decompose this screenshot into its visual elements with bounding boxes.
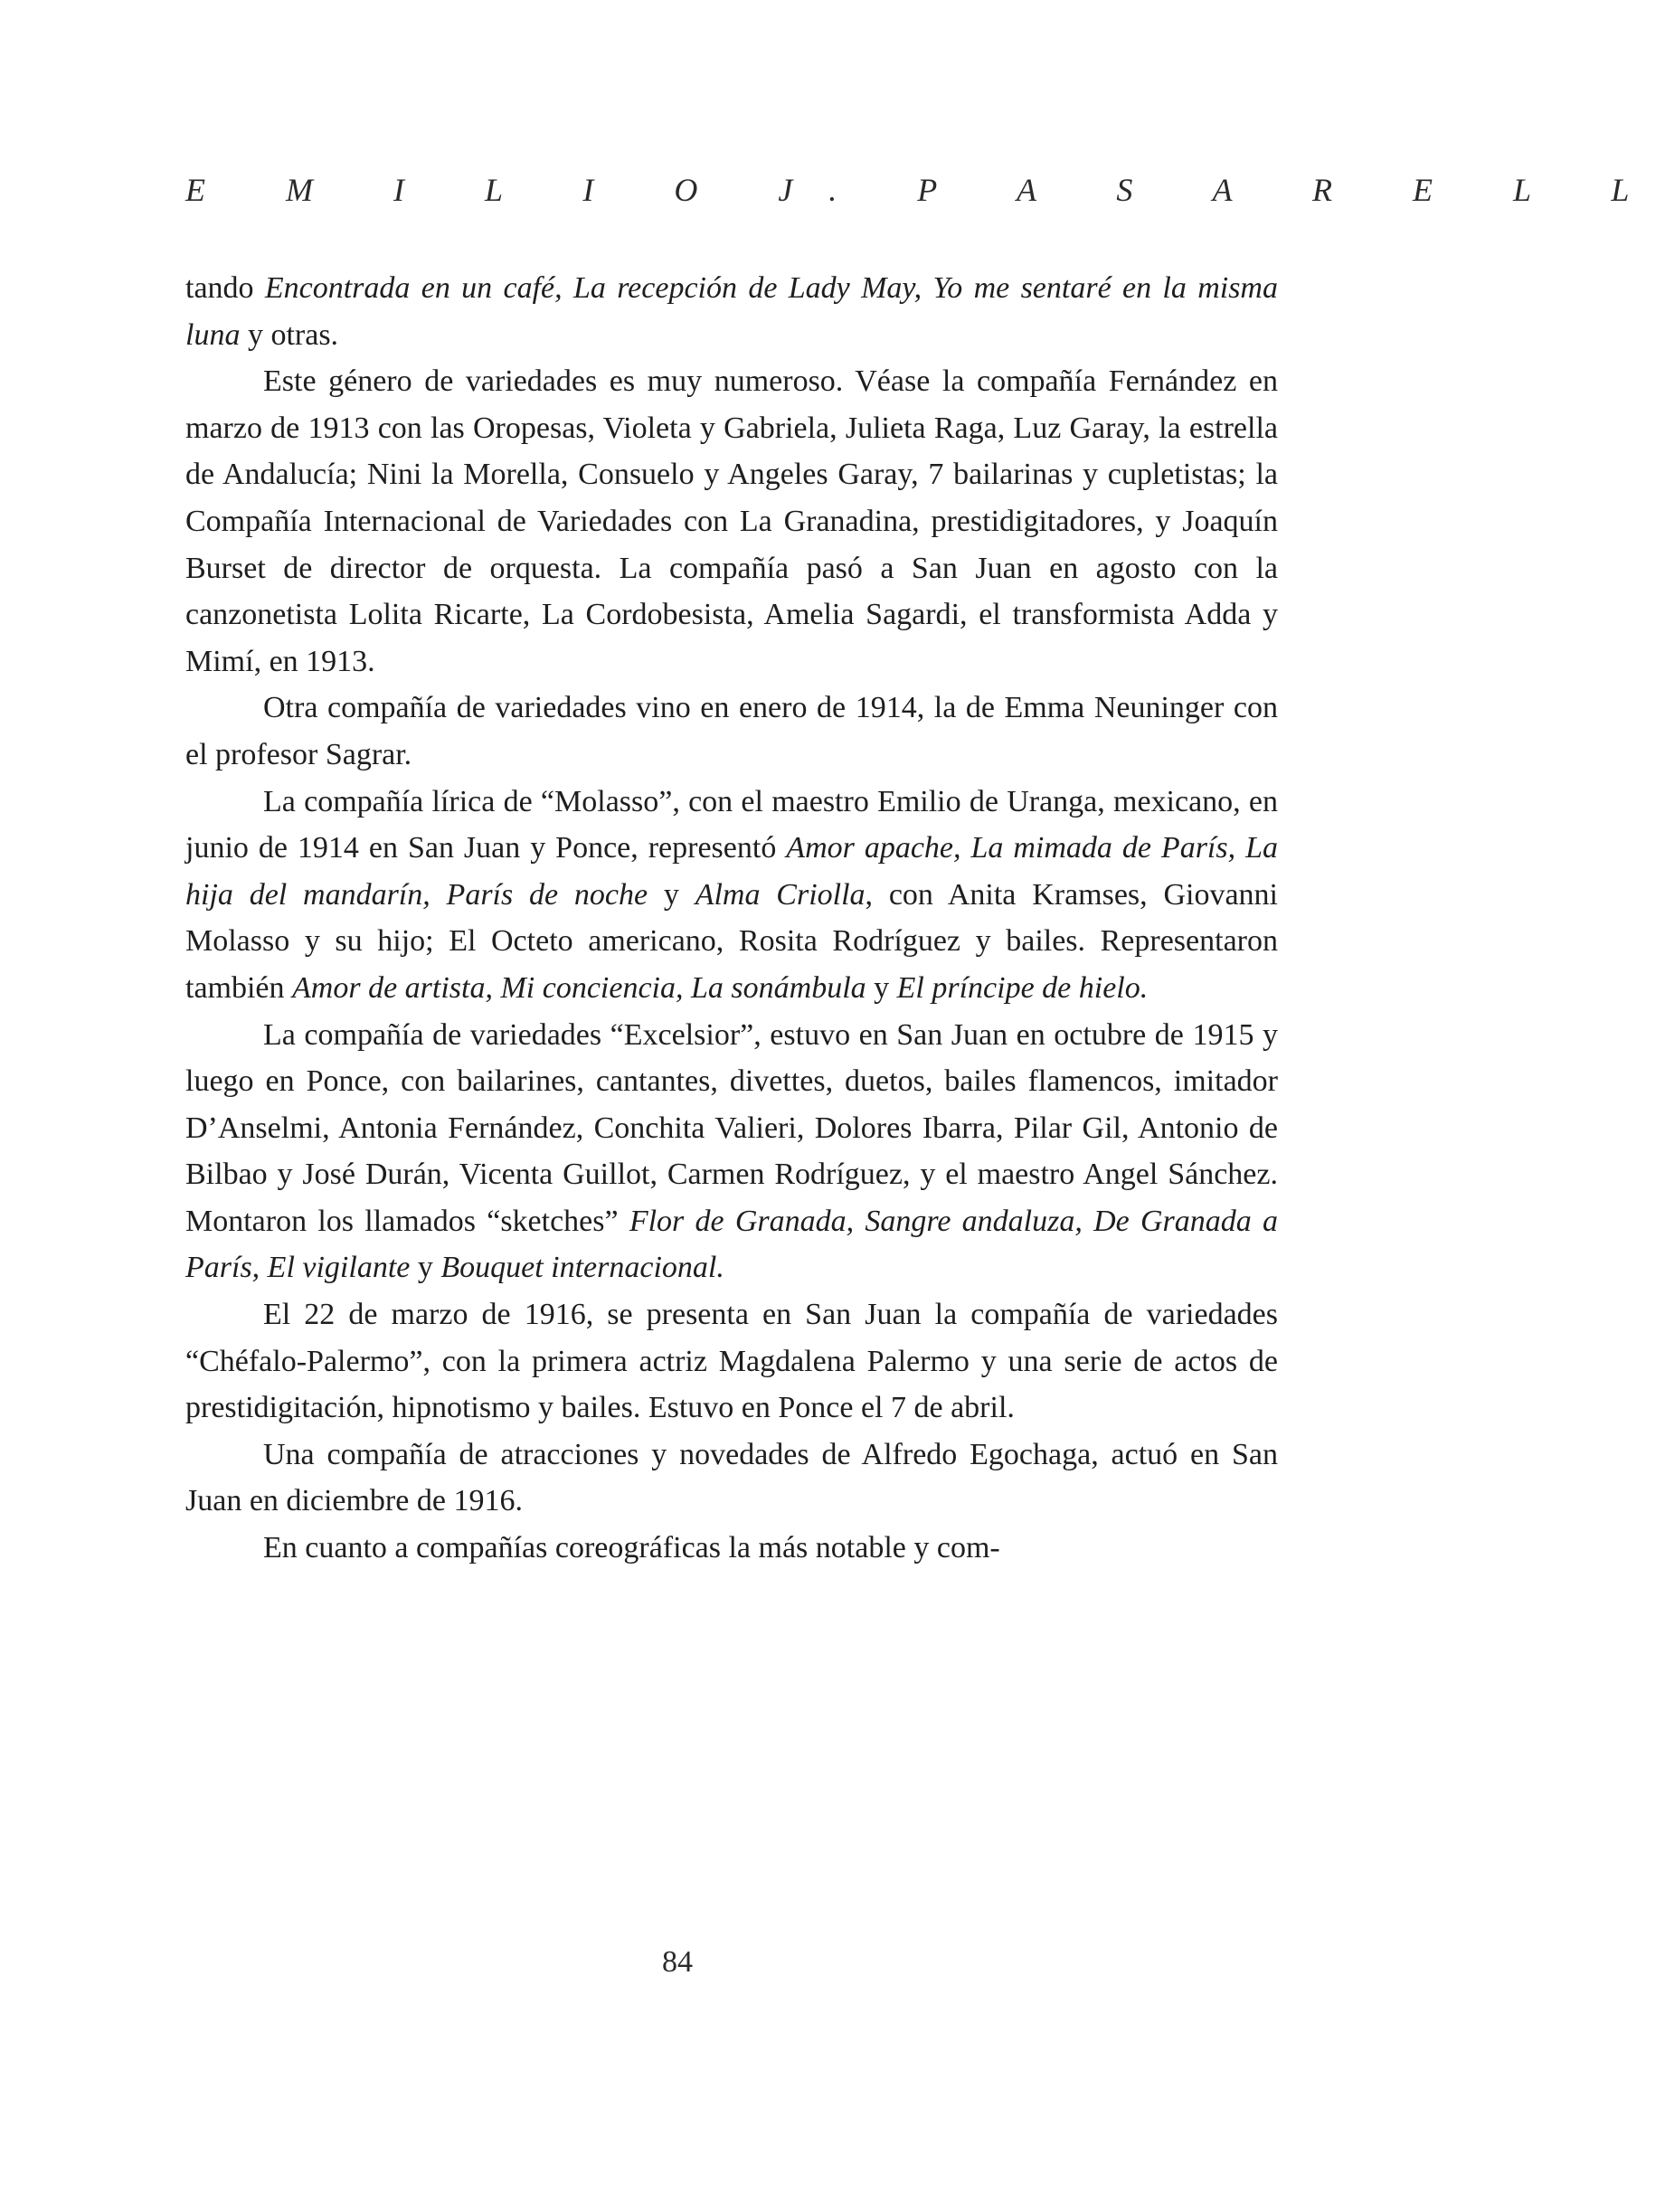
body-text <box>185 265 1278 1572</box>
paragraph <box>185 1012 1278 1292</box>
body-text-run: y <box>866 970 897 1005</box>
paragraph <box>185 265 1278 358</box>
italic-title-text: Amor de artista, Mi conciencia, La sonámbula <box>292 970 866 1005</box>
body-text-run: , con Anita Kramses, Giovanni Molasso y su hijo; El Octeto americano, Rosita Rodríguez y bailes. Representaron también <box>185 877 1278 1005</box>
body-text-run: La compañía lírica de “Molasso”, con el maestro Emilio de Uranga, mexicano, en junio de 1914 en San Juan y Ponce, representó <box>185 784 1278 865</box>
paragraph <box>185 1525 1278 1572</box>
body-text-run: Este género de variedades es muy numeroso. Véase la compañía Fernández en marzo de 1913 con las Oropesas, Violeta y Gabriela, Julieta Raga, Luz Garay, la estrella de Andalucía; Nini la Morella, Consuelo y Angeles Garay, 7 bailarinas y cupletistas; la Compañía Internacional de Variedades con La Granadina, prestidigitadores, y Joaquín Burset de director de orquesta. La compañía pasó a San Juan en agosto con la canzonetista Lolita Ricarte, La Cordobesista, Amelia Sagardi, el transformista Adda y Mimí, en 1913. <box>185 364 1278 678</box>
italic-title-text: Flor de Granada, Sangre andaluza, De Granada a París, El vigilante <box>185 1204 1278 1285</box>
body-text-run: El 22 de marzo de 1916, se presenta en San Juan la compañía de variedades “Chéfalo-Palermo”, con la primera actriz Magdalena Palermo y una serie de actos de prestidigitación, hipnotismo y bailes. Estuvo en Ponce el 7 de abril. <box>185 1298 1278 1425</box>
running-header: E M I L I O J. P A S A R E L L <box>185 172 1665 208</box>
page-number: 84 <box>662 1945 693 1979</box>
body-text-run: La compañía de variedades “Excelsior”, estuvo en San Juan en octubre de 1915 y luego en Ponce, con bailarines, cantantes, divettes, duetos, bailes flamencos, imitador D’Anselmi, Antonia Fernández, Conchita Valieri, Dolores Ibarra, Pilar Gil, Antonio de Bilbao y José Durán, Vicenta Guillot, Carmen Rodríguez, y el maestro Angel Sánchez. Montaron los llamados “sketches” <box>185 1017 1278 1238</box>
body-text-run: Una compañía de atracciones y novedades de Alfredo Egochaga, actuó en San Juan en diciembre de 1916. <box>185 1437 1278 1518</box>
body-text-run: Otra compañía de variedades vino en enero de 1914, la de Emma Neuninger con el profesor Sagrar. <box>185 691 1278 771</box>
body-text-run: y otras. <box>240 317 339 352</box>
italic-title-text: El príncipe de hielo. <box>896 970 1149 1005</box>
body-text-run: En cuanto a compañías coreográficas la más notable y com- <box>263 1531 1000 1565</box>
paragraph <box>185 779 1278 1012</box>
body-text-run: tando <box>185 271 265 305</box>
paragraph <box>185 685 1278 778</box>
paragraph <box>185 1291 1278 1432</box>
italic-title-text: Alma Criolla <box>695 877 866 912</box>
body-text-run: y <box>648 877 695 912</box>
italic-title-text: Encontrada en un café, La recepción de Lady May, Yo me sentaré en la misma luna <box>185 271 1278 352</box>
italic-title-text: Bouquet internacional. <box>440 1251 724 1285</box>
paragraph <box>185 358 1278 685</box>
italic-title-text: Amor apache, La mimada de París, La hija del mandarín, París de noche <box>185 831 1278 912</box>
paragraph <box>185 1432 1278 1525</box>
body-text-run: y <box>410 1251 441 1285</box>
